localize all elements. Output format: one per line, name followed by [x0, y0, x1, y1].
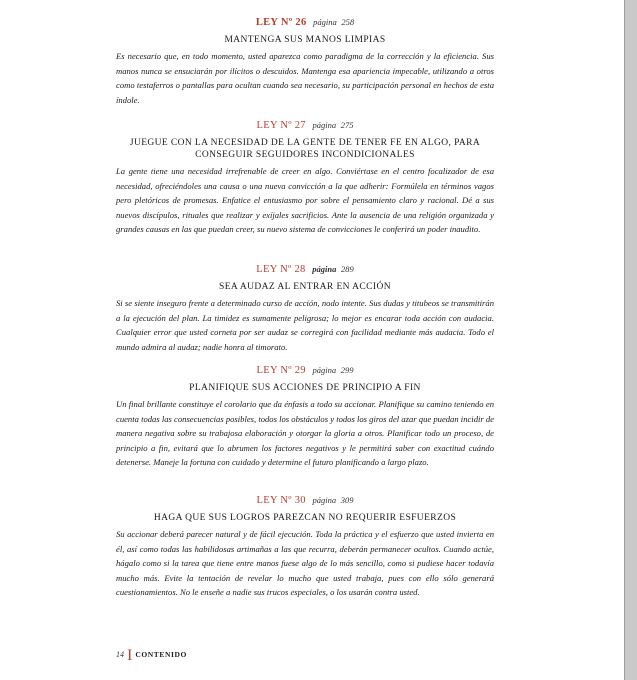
- law-number: LEY Nº 27: [256, 120, 306, 131]
- page-word: página: [312, 365, 337, 375]
- page-number: 289: [340, 264, 354, 274]
- viewer-side-border: [624, 0, 637, 680]
- law-title: JUEGUE CON LA NECESIDAD DE LA GENTE DE TENER FE EN ALGO, PARA CONSEGUIR SEGUIDORES INCONDICIONALES: [129, 138, 481, 160]
- law-title: MANTENGA SUS MANOS LIMPIAS: [224, 35, 386, 45]
- law-title: HAGA QUE SUS LOGROS PAREZCAN NO REQUERIR ESFUERZOS: [153, 513, 457, 523]
- law-27-section: [116, 119, 494, 237]
- law-body: Si se siente inseguro frente a determinado curso de acción, nodo intente. Sus dudas y titubeos se transmitirán a la ejecución del plan. La timidez es sumamente peligrosa; lo mejor es encarar toda acción con audacia. Cualquier error que usted corneta por ser audaz se corregirá con facilidad mediante más audacia. Todo el mundo admira al audaz; nadie honra al timorato.: [116, 298, 494, 352]
- page-word: página: [312, 264, 337, 274]
- page-footer: [116, 647, 187, 665]
- law-28-section: [116, 263, 494, 354]
- law-body: Su accionar deberá parecer natural y de fácil ejecución. Toda la práctica y el esfuerzo que usted invierta en él, así como todas las habilidosas artimañas a las que recurra, deberán permanecer ocultos. Cuando actúe, hágalo como si la tarea que tiene entre manos fuese algo de lo más sencillo, como si pudiese hacer todavía mucho más. Evite la tentación de revelar lo mucho que usted trabaja, pues con ello sólo generará cuestionamientos. No le enseñe a nadie sus trucos especiales, o los usarán contra usted.: [116, 529, 494, 597]
- law-header: [116, 494, 494, 507]
- page-word: página: [312, 120, 337, 130]
- footer-separator-bar: I: [127, 647, 133, 664]
- footer-page-number: 14: [116, 650, 124, 659]
- page-number: 275: [340, 120, 354, 130]
- law-number: LEY Nº 28: [256, 264, 306, 275]
- law-30-section: [116, 494, 494, 600]
- law-header: [116, 364, 494, 377]
- law-body: La gente tiene una necesidad irrefrenable de creer en algo. Conviértase en el centro focalizador de esa necesidad, ofreciéndoles una causa o una nueva convicción a la que adherir: Formúlela en términos vagos pero pletóricos de promesas. Enfatice el entusiasmo por sobre el pensamiento claro y racional. Dé a sus nuevos discípulos, rituales que realizar y exíjales sacrificios. Ante la ausencia de una religión organizada y grandes causas en las que puedan creer, su nuevo sistema de convicciones le conferirá un poder inaudito.: [116, 166, 494, 234]
- law-number: LEY Nº 29: [256, 365, 306, 376]
- law-body: Es necesario que, en todo momento, usted aparezca como paradigma de la corrección y la eficiencia. Sus manos nunca se ensuciarán por ilícitos o descuidos. Mantenga esa apariencia impecable, utilizando a otros como testaferros o pantallas para ocultan cuando sea necesario, su participación personal en hechos de esta índole.: [116, 51, 494, 105]
- law-number: LEY Nº 26: [255, 17, 307, 28]
- law-header: [116, 119, 494, 132]
- page-word: página: [312, 495, 337, 505]
- law-body: Un final brillante constituye el corolario que da énfasis a todo su accionar. Planifique su camino teniendo en cuenta todas las consecuencias posibles, todos los obstáculos y todos los giros del azar que puedan incidir de manera negativa sobre su trabajosa elaboración y otorgar la gloria a otros. Planificar todo un proceso, de principio a fin, evitará que lo abrumen los factores negativos y le permitirá saber con exactitud cuándo detenerse. Maneje la fortuna con cuidado y determine el futuro planificando a largo plazo.: [116, 399, 494, 467]
- law-header: [116, 16, 494, 29]
- law-title: SEA AUDAZ AL ENTRAR EN ACCIÓN: [219, 282, 391, 292]
- law-title: PLANIFIQUE SUS ACCIONES DE PRINCIPIO A FIN: [189, 383, 421, 393]
- law-number: LEY Nº 30: [256, 495, 306, 506]
- law-26-section: [116, 16, 494, 107]
- page-number: 309: [340, 495, 354, 505]
- page-word: página: [313, 17, 337, 27]
- footer-section-label: CONTENIDO: [135, 650, 187, 659]
- page-number: 299: [340, 365, 354, 375]
- law-29-section: [116, 364, 494, 470]
- page-number: 258: [341, 17, 355, 27]
- law-header: [116, 263, 494, 276]
